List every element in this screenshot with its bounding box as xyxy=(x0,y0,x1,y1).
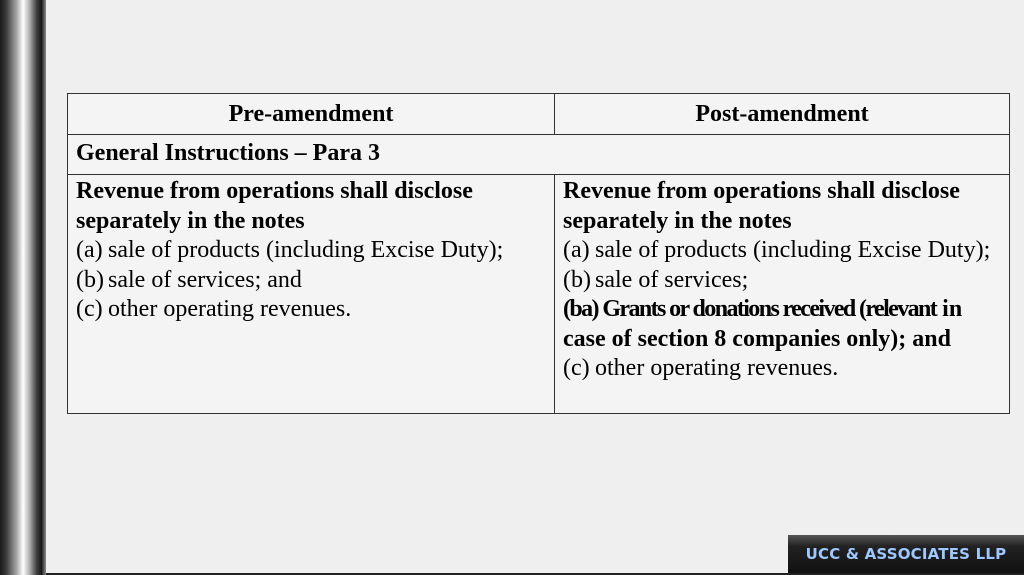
list-item xyxy=(76,266,546,296)
list-item xyxy=(76,295,546,325)
list-marker: (b) xyxy=(563,266,591,293)
footer-firm-badge xyxy=(788,535,1024,573)
list-item xyxy=(563,266,1001,296)
list-marker: (c) xyxy=(76,296,103,322)
list-marker: (a) xyxy=(76,237,103,263)
list-item-text: sale of products (including Excise Duty); xyxy=(595,237,991,263)
list-item-text: other operating revenues. xyxy=(108,296,352,322)
header-post-amendment: Post-amendment xyxy=(555,94,1010,135)
list-item-text: sale of services; and xyxy=(108,266,302,293)
list-marker: (b) xyxy=(76,266,104,293)
list-item xyxy=(76,236,546,266)
post-lead-text: Revenue from operations shall disclose separately in the notes xyxy=(563,178,960,234)
post-amendment-cell xyxy=(555,175,1010,414)
inserted-clause-part1: (ba) Grants or donations received (relevant xyxy=(563,296,937,322)
list-item-text: other operating revenues. xyxy=(595,355,839,381)
list-item xyxy=(563,236,1001,266)
pre-amendment-cell xyxy=(68,175,555,414)
left-bar-edge xyxy=(42,0,46,575)
list-item-text: sale of services; xyxy=(595,266,749,293)
section-row xyxy=(68,135,1010,175)
pre-lead-text: Revenue from operations shall disclose separately in the notes xyxy=(76,178,473,234)
section-title: General Instructions – Para 3 xyxy=(68,135,1010,175)
firm-name: UCC & ASSOCIATES LLP xyxy=(805,545,1007,563)
header-pre-amendment: Pre-amendment xyxy=(68,94,555,135)
list-item xyxy=(563,354,1001,384)
list-marker: (a) xyxy=(563,237,590,263)
content-row xyxy=(68,175,1010,414)
list-marker: (c) xyxy=(563,355,590,381)
list-item-text: sale of products (including Excise Duty); xyxy=(108,237,504,263)
amendment-comparison-table xyxy=(67,93,1010,414)
inserted-clause xyxy=(563,295,1001,354)
left-decorative-bar xyxy=(0,0,42,575)
inserted-clause-part2: in case of section 8 companies only); and xyxy=(563,296,963,352)
table-header-row xyxy=(68,94,1010,135)
